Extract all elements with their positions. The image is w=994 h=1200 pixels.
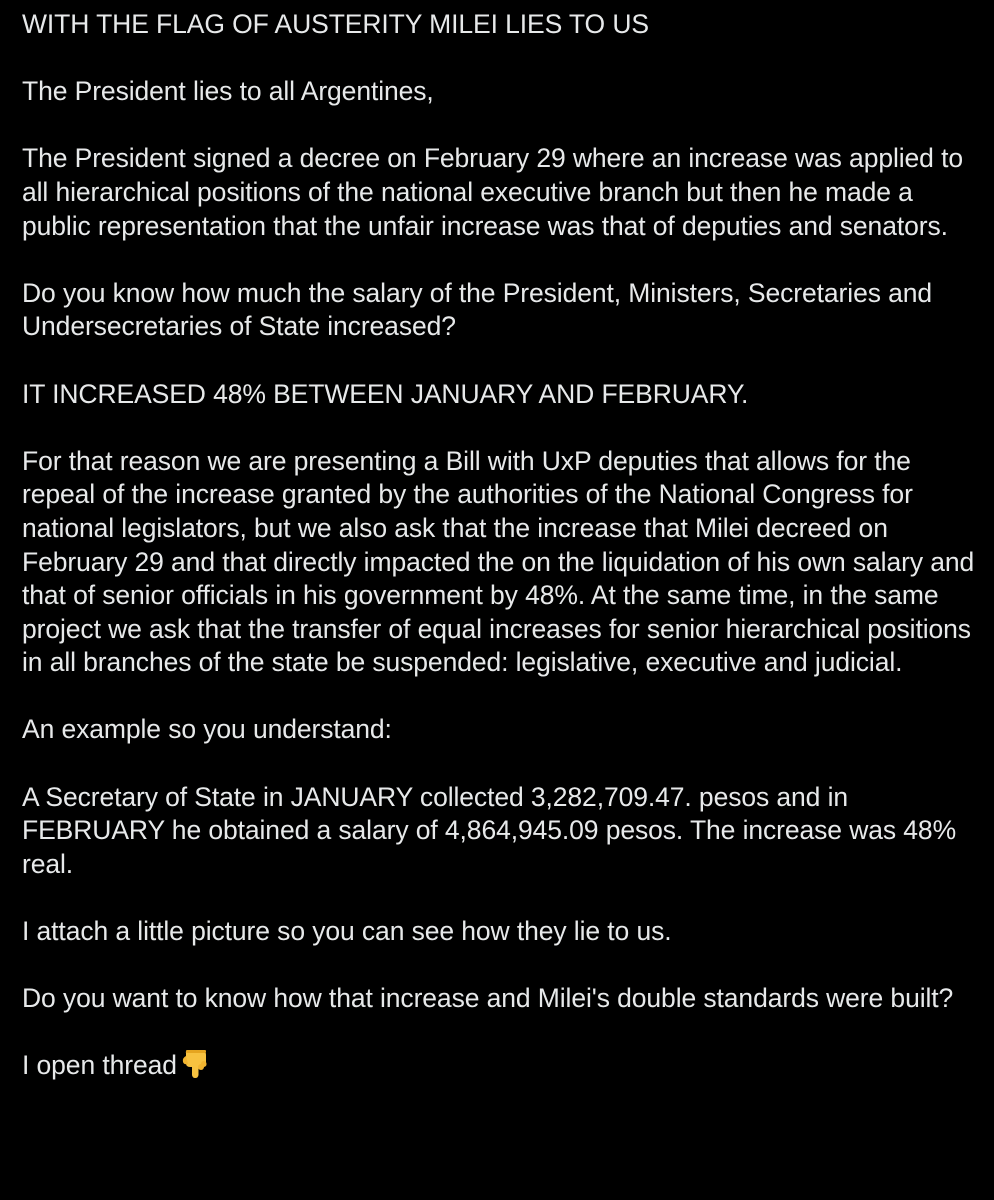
post-text-body (22, 8, 982, 1083)
backhand-index-pointing-down-icon (181, 1050, 209, 1080)
post-paragraph-intro: The President lies to all Argentines, (22, 76, 434, 107)
post-paragraph-double-standards: Do you want to know how that increase and Milei's double standards were built? (22, 983, 954, 1014)
post-paragraph-thread (22, 1049, 982, 1083)
thread-label: I open thread (22, 1050, 177, 1081)
post-paragraph-example: A Secretary of State in JANUARY collected 3,282,709.47. pesos and in FEBRUARY he obtained a salary of 4,864,945.09 pesos. The increase was 48% real. (22, 781, 957, 879)
post-paragraph-increase: IT INCREASED 48% BETWEEN JANUARY AND FEBRUARY. (22, 378, 749, 409)
post-headline: WITH THE FLAG OF AUSTERITY MILEI LIES TO US (22, 9, 649, 39)
post-paragraph-question: Do you know how much the salary of the President, Ministers, Secretaries and Undersecretaries of State increased? (22, 277, 933, 342)
post-paragraph-decree: The President signed a decree on February 29 where an increase was applied to all hierarchical positions of the national executive branch but then he made a public representation that the unfair increase was that of deputies and senators. (22, 143, 963, 241)
post-paragraph-bill: For that reason we are presenting a Bill with UxP deputies that allows for the repeal of the increase granted by the authorities of the National Congress for national legislators, but we also ask that the increase that Milei decreed on February 29 and that directly impacted the on the liquidation of his own salary and that of senior officials in his government by 48%. At the same time, in the same project we ask that the transfer of equal increases for senior hierarchical positions in all branches of the state be suspended: legislative, executive and judicial. (22, 445, 975, 678)
post-paragraph-example-intro: An example so you understand: (22, 714, 392, 745)
post-paragraph-picture: I attach a little picture so you can see how they lie to us. (22, 916, 672, 947)
